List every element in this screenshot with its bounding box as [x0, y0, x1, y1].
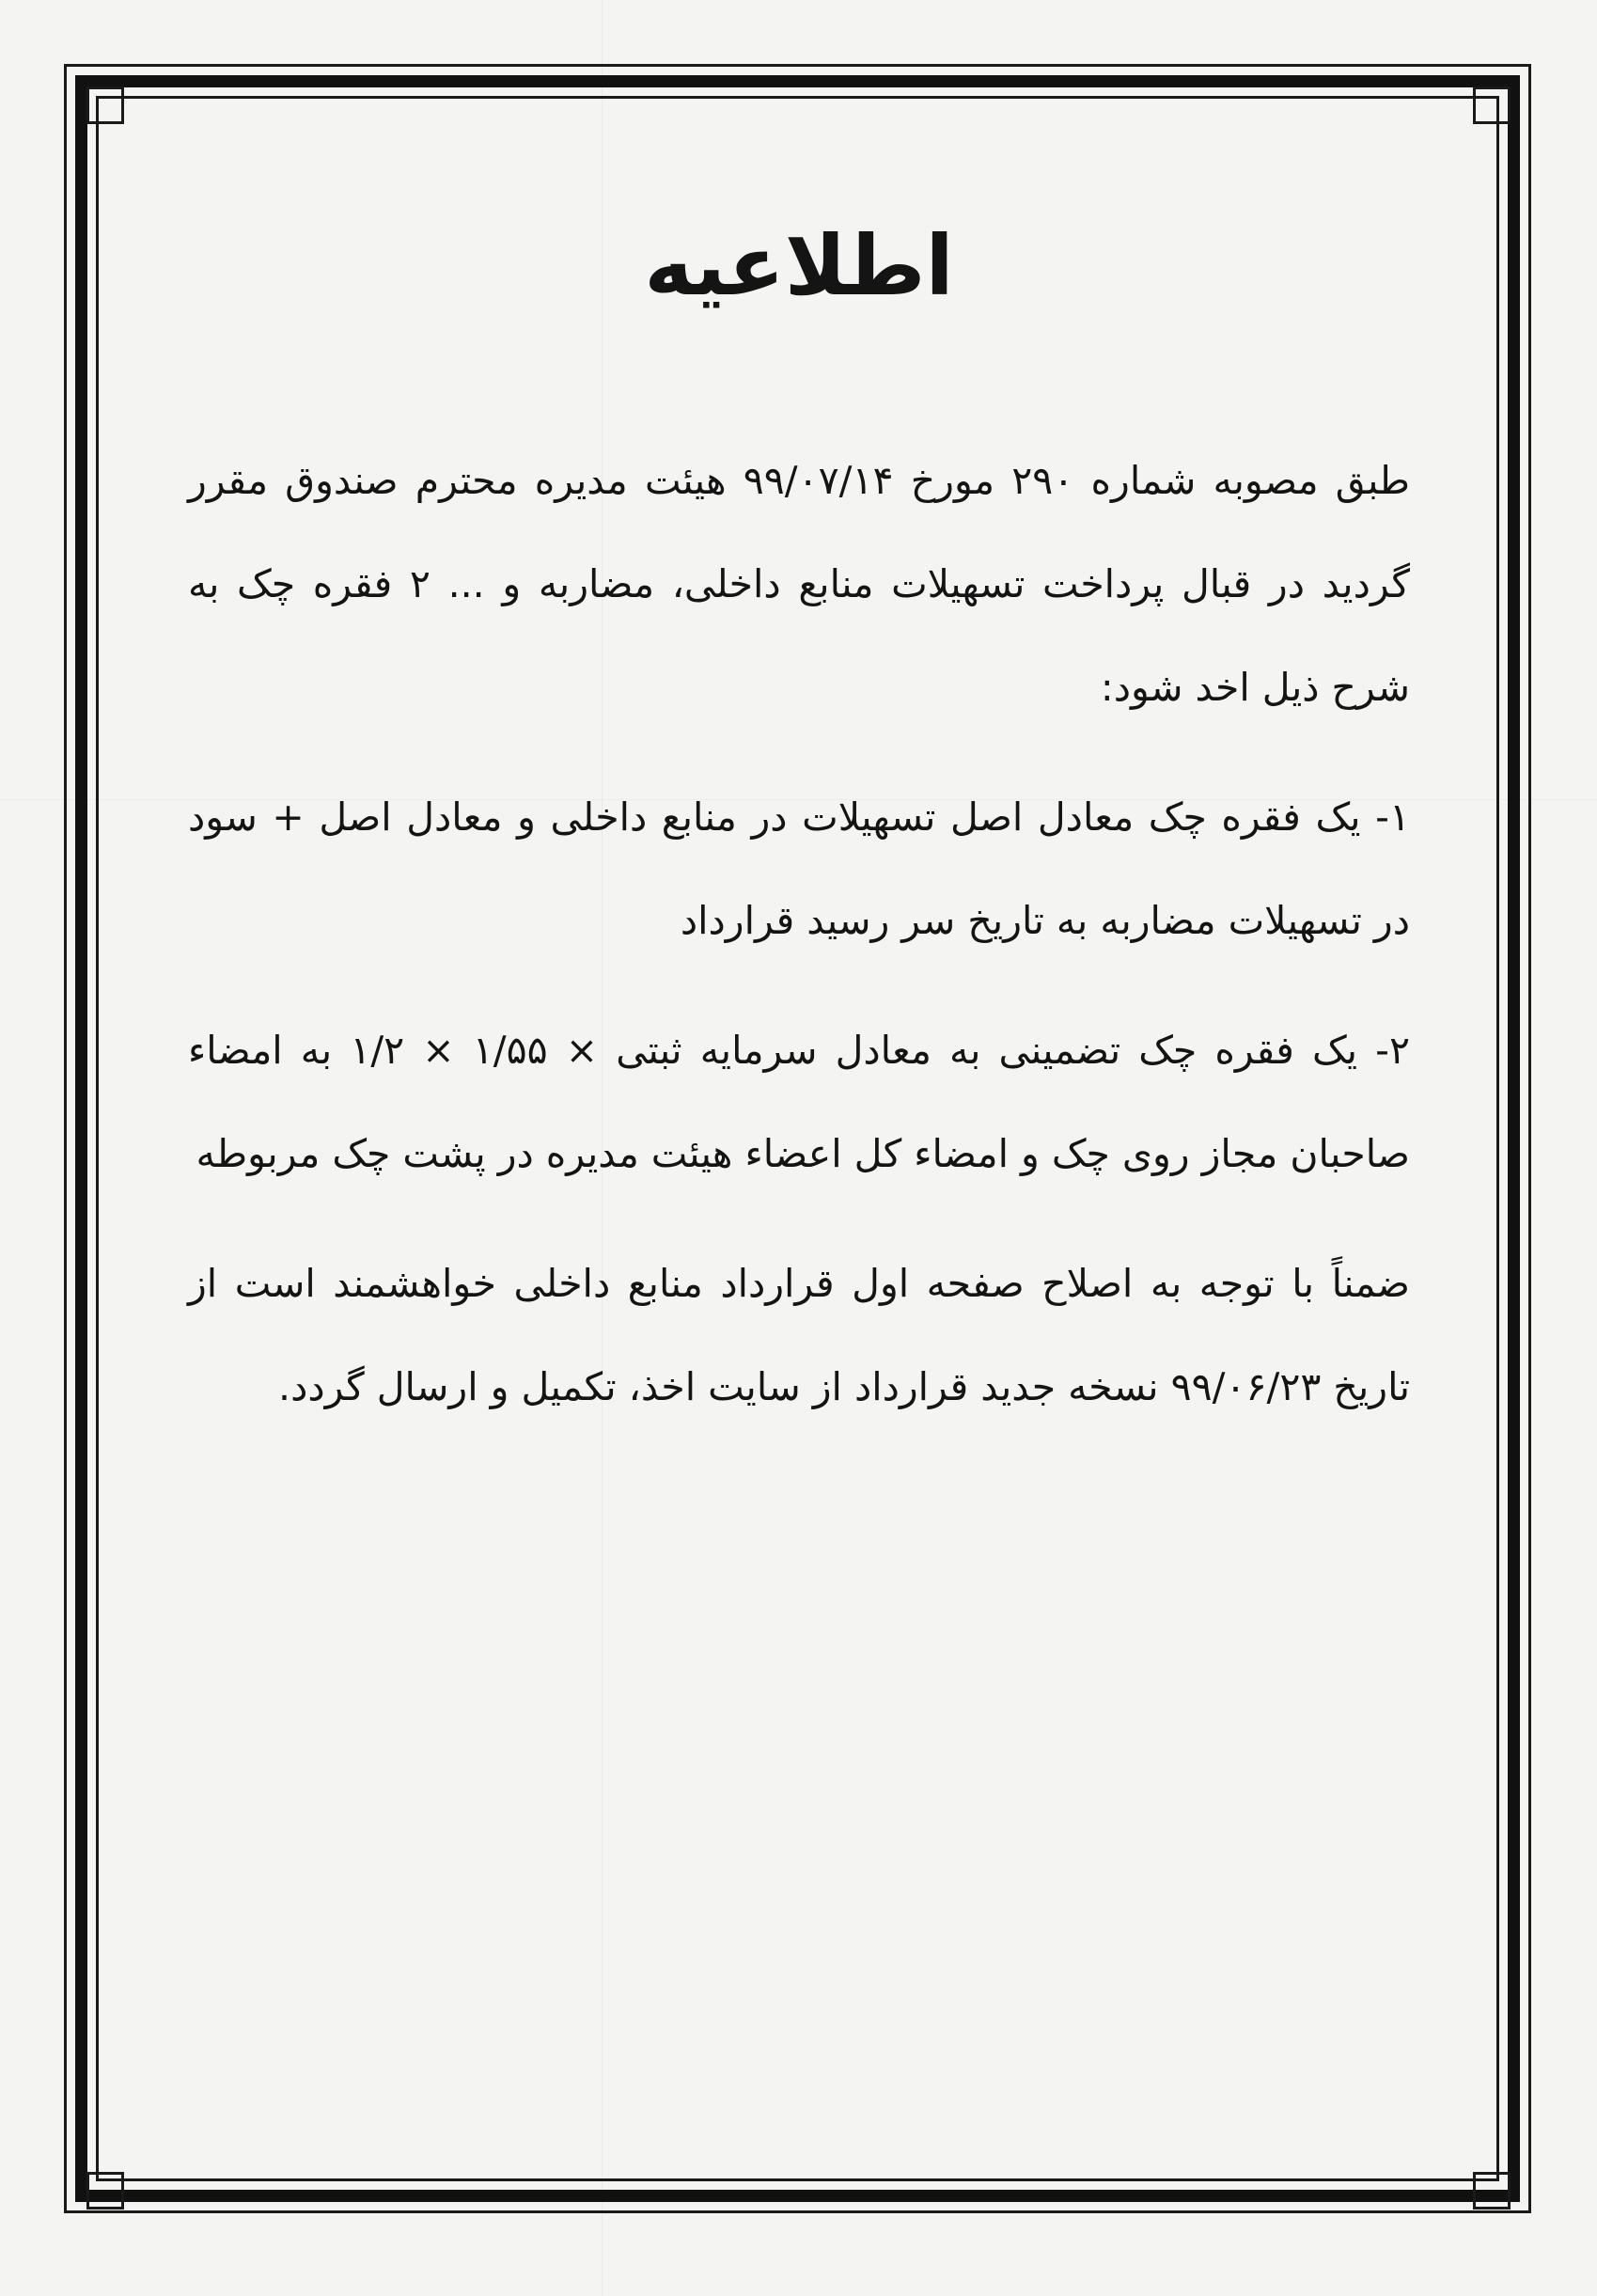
frame-corner-ornament — [1473, 2172, 1511, 2210]
frame-corner-ornament — [86, 86, 124, 124]
notice-title: اطلاعیه — [644, 217, 954, 314]
notice-item-1: ۱- یک فقره چک معادل اصل تسهیلات در منابع داخلی و معادل اصل + سود در تسهیلات مضاربه به تاریخ سر رسید قرارداد — [188, 794, 1410, 943]
notice-body — [188, 188, 1410, 2068]
notice-item-2: ۲- یک فقره چک تضمینی به معادل سرمایه ثبتی × ۱/۵۵ × ۱/۲ به امضاء صاحبان مجاز روی چک و امضاء کل اعضاء هیئت مدیره در پشت چک مربوطه — [188, 1027, 1410, 1176]
frame-corner-ornament — [1473, 86, 1511, 124]
notice-paragraph-intro: طبق مصوبه شماره ۲۹۰ مورخ ۹۹/۰۷/۱۴ هیئت مدیره محترم صندوق مقرر گردید در قبال پرداخت تسهیلات منابع داخلی، مضاربه و ... ۲ فقره چک به شرح ذیل اخد شود: — [188, 457, 1410, 710]
frame-corner-ornament — [86, 2172, 124, 2210]
notice-paragraph-note: ضمناً با توجه به اصلاح صفحه اول قرارداد منابع داخلی خواهشمند است از تاریخ ۹۹/۰۶/۲۳ نسخه جدید قرارداد از سایت اخذ، تکمیل و ارسال گردد. — [188, 1260, 1410, 1409]
